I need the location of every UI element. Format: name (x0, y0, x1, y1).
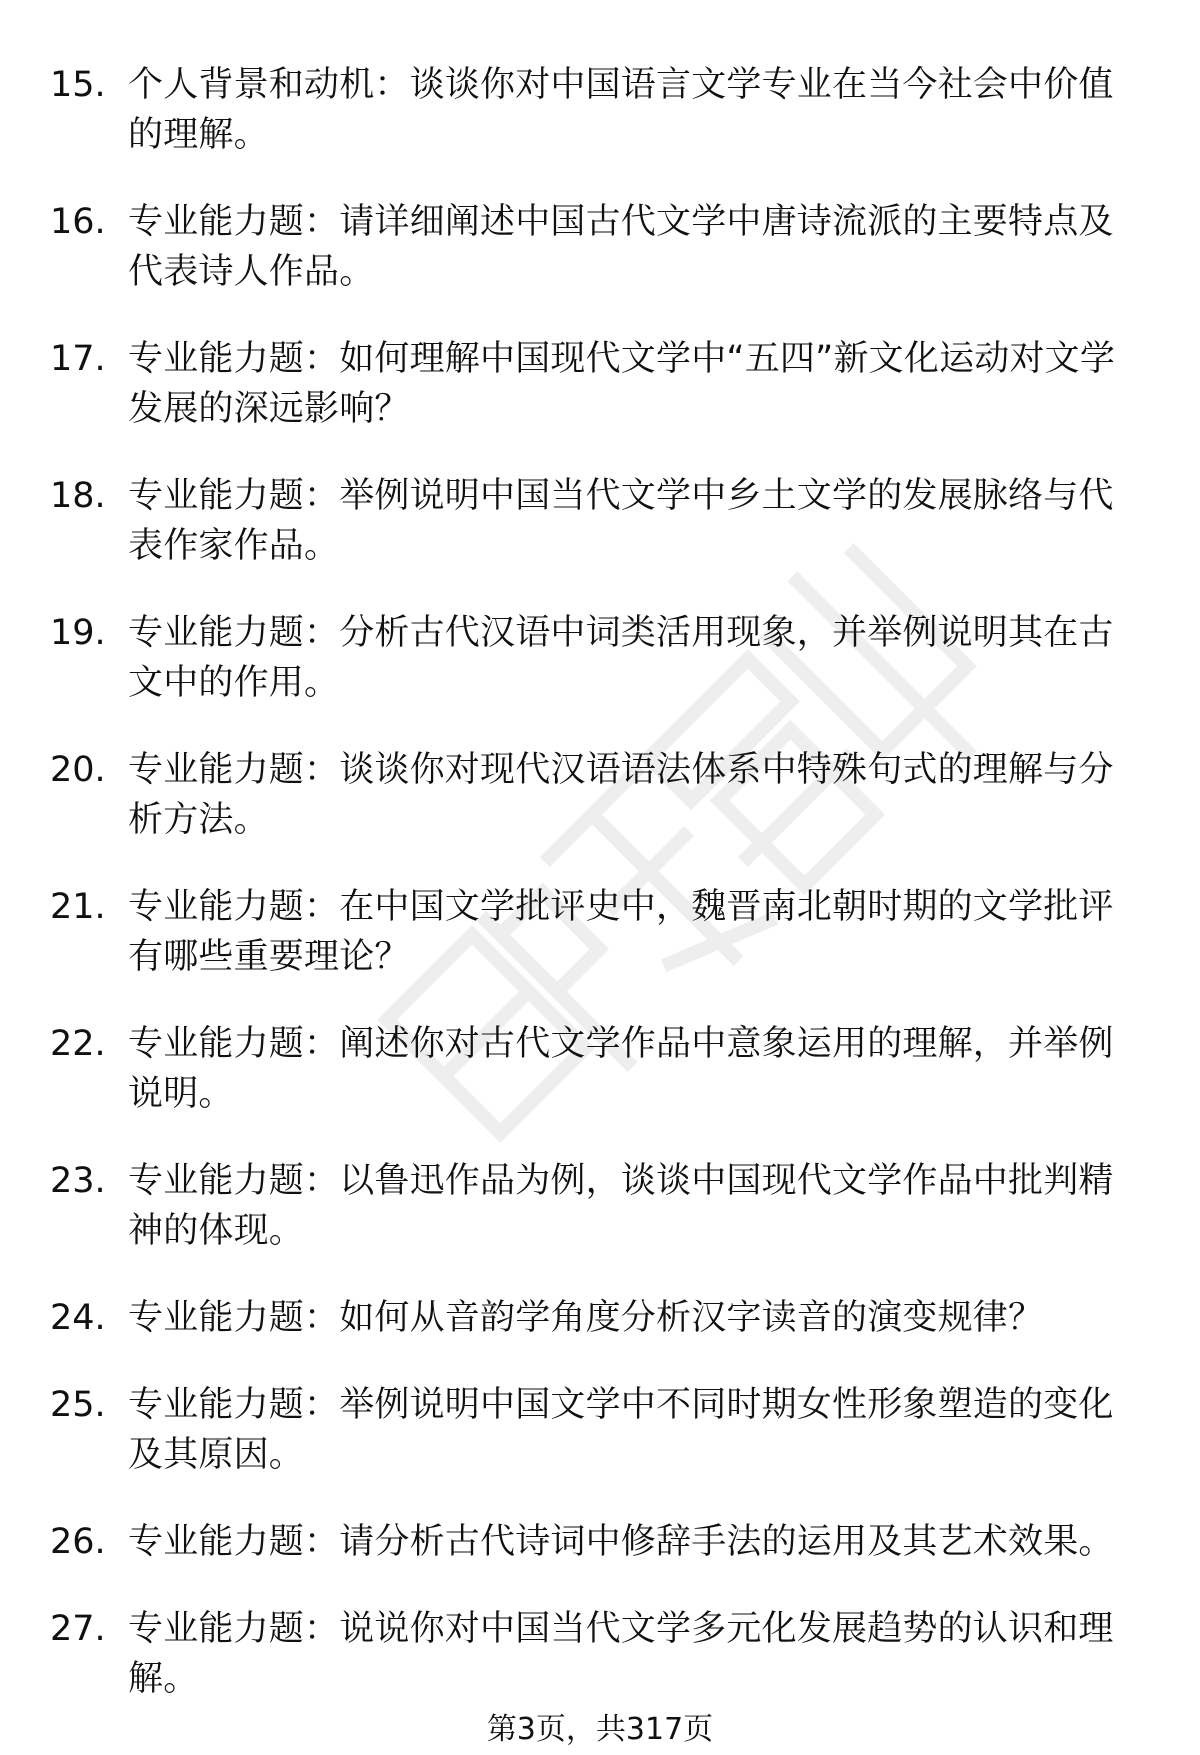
question-number: 16. (50, 202, 106, 242)
question-text: 专业能力题：以鲁迅作品为例，谈谈中国现代文学作品中批判精神的体现。 (128, 1161, 1114, 1251)
question-number: 21. (50, 887, 106, 927)
question-number: 18. (50, 476, 106, 516)
question-text: 专业能力题：如何从音韵学角度分析汉字读音的演变规律？ (128, 1298, 1044, 1338)
question-number: 15. (50, 65, 106, 105)
question-text: 专业能力题：阐述你对古代文学作品中意象运用的理解，并举例说明。 (128, 1024, 1114, 1114)
question-number: 25. (50, 1385, 106, 1425)
question-item (50, 197, 1140, 297)
question-item (50, 1293, 1140, 1343)
question-number: 26. (50, 1522, 106, 1562)
question-number: 17. (50, 339, 106, 379)
question-item (50, 882, 1140, 982)
question-item (50, 745, 1140, 845)
question-item (50, 334, 1140, 434)
question-item (50, 1380, 1140, 1480)
question-text: 专业能力题：请详细阐述中国古代文学中唐诗流派的主要特点及代表诗人作品。 (128, 202, 1114, 292)
question-item (50, 1156, 1140, 1256)
question-number: 27. (50, 1609, 106, 1649)
question-text: 个人背景和动机：谈谈你对中国语言文学专业在当今社会中价值的理解。 (128, 65, 1114, 155)
page-number: 第3页，共317页 (486, 1712, 714, 1747)
question-text: 专业能力题：谈谈你对现代汉语语法体系中特殊句式的理解与分析方法。 (128, 750, 1114, 840)
question-text: 专业能力题：如何理解中国现代文学中“五四”新文化运动对文学发展的深远影响？ (128, 339, 1116, 429)
question-number: 19. (50, 613, 106, 653)
question-text: 专业能力题：请分析古代诗词中修辞手法的运用及其艺术效果。 (128, 1522, 1114, 1562)
question-number: 22. (50, 1024, 106, 1064)
question-item (50, 1517, 1140, 1567)
question-list (50, 60, 1140, 1741)
question-text: 专业能力题：说说你对中国当代文学多元化发展趋势的认识和理解。 (128, 1609, 1114, 1699)
question-text: 专业能力题：在中国文学批评史中，魏晋南北朝时期的文学批评有哪些重要理论？ (128, 887, 1114, 977)
question-item (50, 1604, 1140, 1704)
question-number: 20. (50, 750, 106, 790)
question-item (50, 608, 1140, 708)
question-text: 专业能力题：举例说明中国当代文学中乡土文学的发展脉络与代表作家作品。 (128, 476, 1114, 566)
question-item (50, 60, 1140, 160)
question-text: 专业能力题：分析古代汉语中词类活用现象，并举例说明其在古文中的作用。 (128, 613, 1114, 703)
question-item (50, 471, 1140, 571)
question-text: 专业能力题：举例说明中国文学中不同时期女性形象塑造的变化及其原因。 (128, 1385, 1114, 1475)
question-number: 24. (50, 1298, 106, 1338)
question-number: 23. (50, 1161, 106, 1201)
question-item (50, 1019, 1140, 1119)
